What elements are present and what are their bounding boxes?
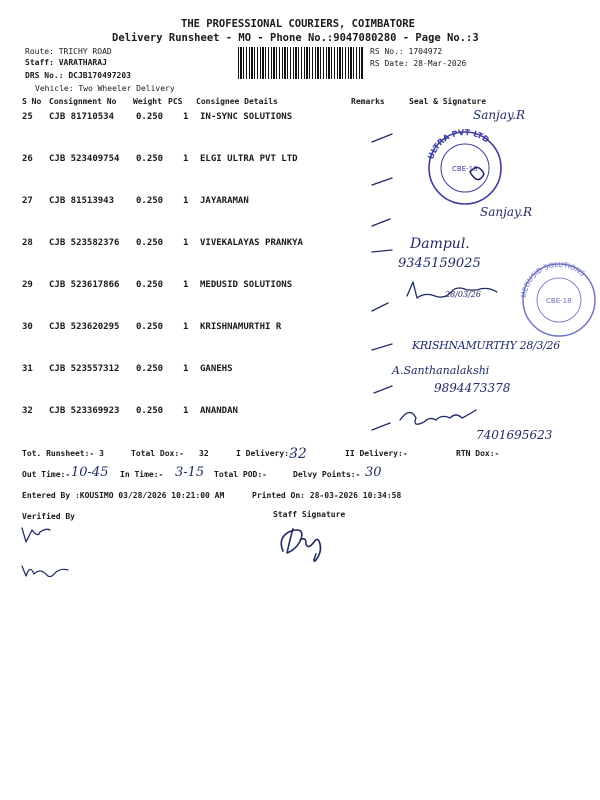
row-weight: 0.250 xyxy=(136,322,164,332)
total-pod-label: Total POD:- xyxy=(214,470,267,479)
row-sno: 29 xyxy=(22,280,33,290)
staff-label: Staff: VARATHARAJ xyxy=(25,58,107,67)
row-weight: 0.250 xyxy=(136,364,164,374)
stamp-ring-text: ULTRA PVT LTD xyxy=(426,127,491,161)
signature-row28-phone: 9345159025 xyxy=(398,256,481,271)
row-weight: 0.250 xyxy=(136,280,164,290)
rtn-dox-label: RTN Dox:- xyxy=(456,449,500,458)
route-label: Route: TRICHY ROAD xyxy=(25,47,112,56)
company-title: THE PROFESSIONAL COURIERS, COIMBATORE xyxy=(181,18,415,30)
row-sno: 31 xyxy=(22,364,33,374)
row-consignee: VIVEKALAYAS PRANKYA xyxy=(200,238,303,248)
page-title: Delivery Runsheet - MO - Phone No.:9047080280 - Page No.:3 xyxy=(112,32,479,44)
drs-label: DRS No.: DCJB170497203 xyxy=(25,71,131,80)
remark-tick-icon xyxy=(372,423,390,430)
stamp-center-text: CBE-18 xyxy=(546,297,572,305)
row-sno: 25 xyxy=(22,112,33,122)
remark-tick-icon xyxy=(374,386,392,393)
col-pcs: PCS xyxy=(168,97,183,106)
row-pcs: 1 xyxy=(183,364,189,374)
row-consignment: CJB 81710534 xyxy=(49,112,115,122)
row-weight: 0.250 xyxy=(136,196,164,206)
signature-row29-date: 28/03/26 xyxy=(445,290,481,299)
signature-row31-name: A.Santhanalakshi xyxy=(392,364,490,377)
row-consignment: CJB 81513943 xyxy=(49,196,115,206)
row-consignment: CJB 523369923 xyxy=(49,406,120,416)
delvy-points-label: Delvy Points:- xyxy=(293,470,361,479)
row-pcs: 1 xyxy=(183,406,189,416)
row-pcs: 1 xyxy=(183,322,189,332)
row-consignment: CJB 523582376 xyxy=(49,238,120,248)
printed-on: Printed On: 28-03-2026 10:34:58 xyxy=(252,491,402,500)
stamp-ring-text: MEDUSID SOLUTIONS xyxy=(519,260,587,299)
row-sno: 30 xyxy=(22,322,33,332)
row-pcs: 1 xyxy=(183,154,189,164)
row-weight: 0.250 xyxy=(136,112,164,122)
company-stamp-elgi xyxy=(426,128,501,204)
row-weight: 0.250 xyxy=(136,154,164,164)
row-sno: 27 xyxy=(22,196,33,206)
remark-tick-icon xyxy=(372,303,388,311)
row-weight: 0.250 xyxy=(136,406,164,416)
svg-text:MEDUSID SOLUTIONS xyxy=(520,261,587,298)
signature-row32-phone: 7401695623 xyxy=(476,428,553,442)
row-consignment: CJB 523557312 xyxy=(49,364,120,374)
out-time-label: Out Time:- xyxy=(22,470,71,479)
remark-tick-icon xyxy=(372,219,390,226)
row-pcs: 1 xyxy=(183,280,189,290)
signature-row28-name: Dampul. xyxy=(410,236,470,252)
company-stamp-medusid xyxy=(520,261,595,336)
rs-date: RS Date: 28-Mar-2026 xyxy=(370,59,467,68)
hand-in-time: 3-15 xyxy=(175,465,205,480)
hand-out-time: 10-45 xyxy=(71,465,109,480)
verified-signature-2 xyxy=(22,566,68,577)
entered-by: Entered By :KOUSIMO 03/28/2026 10:21:00 AM xyxy=(22,491,225,500)
row-consignee: ELGI ULTRA PVT LTD xyxy=(200,154,298,164)
row-sno: 26 xyxy=(22,154,33,164)
remark-tick-icon xyxy=(372,134,392,142)
col-weight: Weight xyxy=(133,97,162,106)
remark-tick-icon xyxy=(372,250,392,252)
stamp-center-text: CBE-18 xyxy=(452,165,478,173)
row-sno: 28 xyxy=(22,238,33,248)
row-consignee: MEDUSID SOLUTIONS xyxy=(200,280,293,290)
signature-row25: Sanjay.R xyxy=(473,108,526,122)
row-consignee: JAYARAMAN xyxy=(200,196,249,206)
signature-row31-phone: 9894473378 xyxy=(434,381,511,395)
row-consignment: CJB 523617866 xyxy=(49,280,120,290)
i-delivery-label: I Delivery:- xyxy=(236,449,294,458)
hand-delvy-points: 30 xyxy=(365,465,382,480)
col-remarks: Remarks xyxy=(351,97,385,106)
row-weight: 0.250 xyxy=(136,238,164,248)
in-time-label: In Time:- xyxy=(120,470,164,479)
total-dox-value: 32 xyxy=(199,449,209,458)
vehicle-label: Vehicle: Two Wheeler Delivery xyxy=(35,84,175,93)
staff-signature-label: Staff Signature xyxy=(273,510,346,519)
row-consignee: IN-SYNC SOLUTIONS xyxy=(200,112,293,122)
rs-number: RS No.: 1704972 xyxy=(370,47,443,56)
hand-i-delivery: 32 xyxy=(289,446,307,462)
row-consignment: CJB 523620295 xyxy=(49,322,120,332)
row-consignee: GANEHS xyxy=(200,364,233,374)
total-dox-label: Total Dox:- xyxy=(131,449,184,458)
row-pcs: 1 xyxy=(183,238,189,248)
signature-row30: KRISHNAMURTHY 28/3/26 xyxy=(412,339,560,352)
row-consignee: KRISHNAMURTHI R xyxy=(200,322,282,332)
remark-tick-icon xyxy=(372,344,392,350)
col-sno: S No xyxy=(22,97,42,106)
signature-row29-scribble xyxy=(407,282,497,298)
verified-signature-1 xyxy=(22,528,50,542)
col-seal: Seal & Signature xyxy=(409,97,487,106)
col-consignee: Consignee Details xyxy=(196,97,278,106)
tot-runsheet: Tot. Runsheet:- 3 xyxy=(22,449,104,458)
signature-row32-scribble xyxy=(400,410,476,424)
staff-signature-scribble xyxy=(281,529,320,561)
row-sno: 32 xyxy=(22,406,33,416)
col-consignment: Consignment No xyxy=(49,97,117,106)
svg-text:ULTRA PVT LTD xyxy=(426,128,491,161)
row-consignment: CJB 523409754 xyxy=(49,154,120,164)
remark-tick-icon xyxy=(372,178,392,185)
verified-by-label: Verified By xyxy=(22,512,75,521)
ii-delivery-label: II Delivery:- xyxy=(345,449,408,458)
row-pcs: 1 xyxy=(183,196,189,206)
signature-row27: Sanjay.R xyxy=(480,205,533,219)
row-consignee: ANANDAN xyxy=(200,406,238,416)
row-pcs: 1 xyxy=(183,112,189,122)
